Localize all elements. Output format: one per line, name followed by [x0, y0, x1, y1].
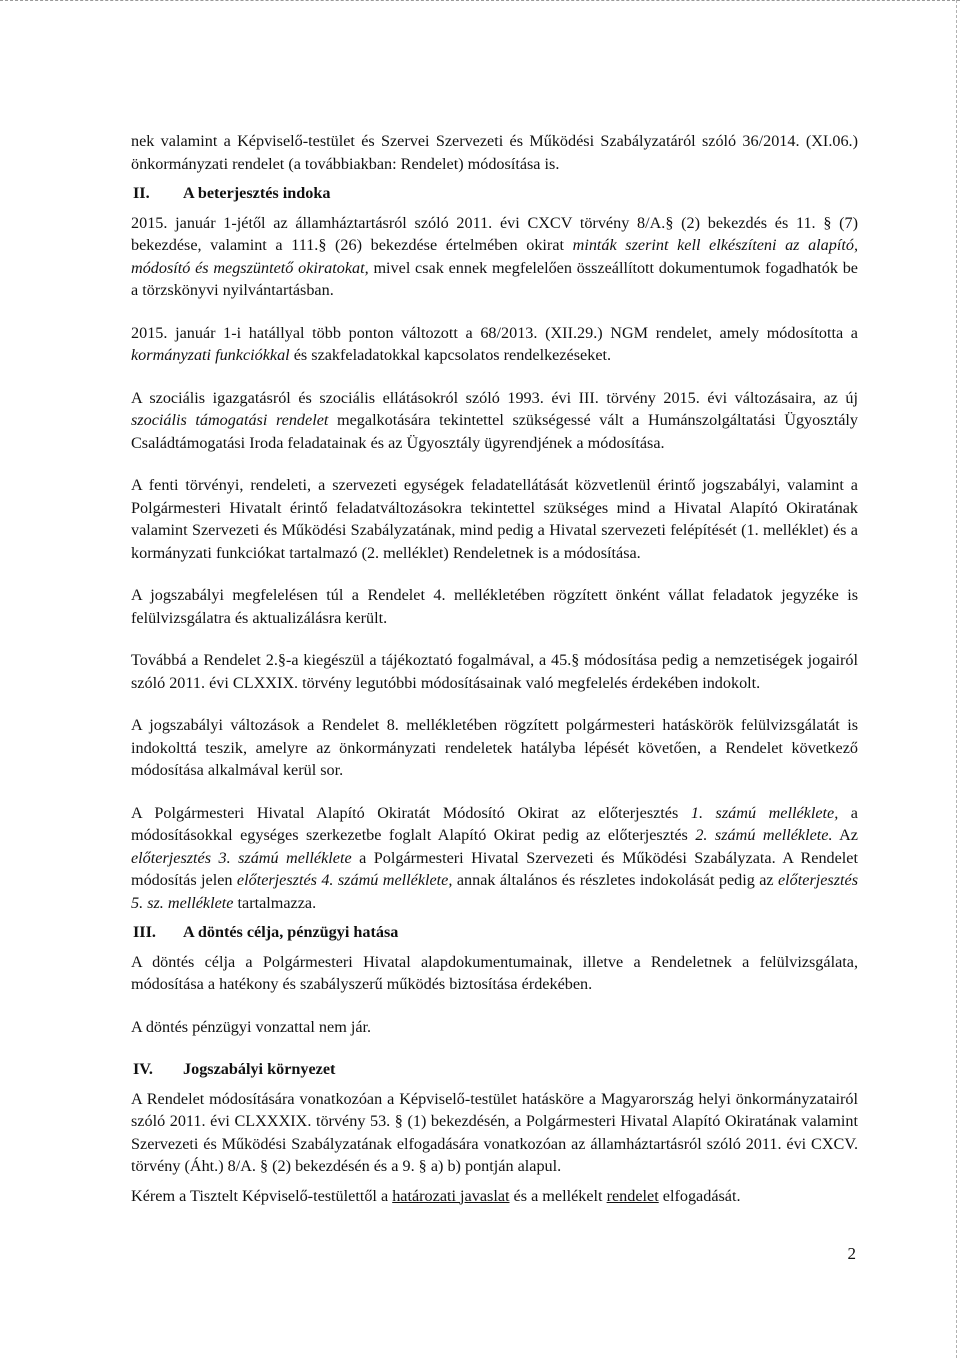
text-run: Az: [832, 826, 858, 844]
paragraph-penzugy: A döntés pénzügyi vonzattal nem jár.: [131, 1017, 372, 1036]
paragraph-kerem: [131, 1185, 858, 1208]
paragraph-alapito: [131, 802, 858, 915]
italic-run: minták szerint kell elkészíteni az alapító, módosító és megszüntető okiratokat,: [131, 236, 859, 277]
text-run: a Polgármesteri Hivatal Szervezeti és Működési Szabályzata. A Rendelet módosítás jelen: [131, 848, 858, 889]
paragraph-intro: nek valamint a Képviselő-testület és Szervei Szervezeti és Működési Szabályzatáról szóló 36/2014. (XI.06.) önkormányzati rendelet (a továbbiakban: Rendelet) módosítása is.: [131, 132, 858, 173]
italic-run: kormányzati funkciókkal: [131, 346, 290, 364]
section-heading-4: [131, 1058, 858, 1081]
section-number: II.: [133, 184, 150, 202]
paragraph-indoka: [131, 212, 858, 302]
paragraph-valtozasok: A jogszabályi változások a Rendelet 8. mellékletében rögzített polgármesteri hatáskörök felülvizsgálatát is indokolttá teszik, amelyre az önkormányzati rendeletek hatályba lépését követően, a Rendelet következő módosítása alkalmával kerül sor.: [131, 716, 858, 779]
italic-run: 2. számú melléklete.: [695, 826, 833, 844]
underlined-run: határozati javaslat: [392, 1186, 510, 1205]
page-number: 2: [847, 1244, 856, 1263]
text-run: elfogadását.: [658, 1186, 741, 1205]
paragraph-cel: A döntés célja a Polgármesteri Hivatal alapdokumentumainak, illetve a Rendeletnek a felülvizsgálata, módosítása a hatékony és szabályszerű működés biztosítása érdekében.: [131, 952, 858, 993]
text-run: A Polgármesteri Hivatal Alapító Okiratát Módosító Okirat az előterjesztés: [131, 803, 691, 822]
paragraph-fenti: A fenti törvényi, rendeleti, a szervezeti egységek feladatellátását közvetlenül érintő jogszabályi, valamint a Polgármesteri Hivatalt érintő feladatváltozásokra tekintettel szükséges mind a Hivatal Alapító Okiratának valamint Szervezeti és Működési Szabályzatának, mind pedig a Hivatal szervezeti felépítését (1. melléklet) és a kormányzati funkciókat tartalmazó (2. melléklet) Rendeletnek is a módosítása.: [131, 476, 858, 562]
italic-run: előterjesztés 4. számú melléklete,: [236, 871, 453, 889]
section-title: A döntés célja, pénzügyi hatása: [183, 923, 399, 941]
text-run: Kérem a Tisztelt Képviselő-testülettől a: [131, 1186, 393, 1205]
text-run: a módosításokkal egységes szerkezetbe foglalt Alapító Okirat pedig az előterjesztés: [131, 803, 858, 844]
paragraph-ngm: [131, 322, 858, 367]
text-run: és a mellékelt: [509, 1186, 607, 1205]
section-title: A beterjesztés indoka: [183, 184, 331, 202]
paragraph-tovabba: Továbbá a Rendelet 2.§-a kiegészül a tájékoztató fogalmával, a 45.§ módosítása pedig a nemzetiségek jogairól szóló 2011. évi CLXXIX. törvény legutóbbi módosításainak való megfelelés érdekében indokolt.: [131, 651, 858, 692]
section-number: III.: [133, 923, 156, 941]
section-title: Jogszabályi környezet: [183, 1060, 336, 1078]
text-run: és szakfeladatokkal kapcsolatos rendelkezéseket.: [289, 346, 612, 364]
scan-edge-right: [954, 0, 957, 1358]
paragraph-szocialis: [131, 387, 858, 455]
text-run: tartalmazza.: [233, 893, 317, 912]
italic-run: szociális támogatási rendelet: [131, 411, 329, 429]
underlined-run: rendelet: [606, 1186, 659, 1205]
text-run: annak általános és részletes indokolását pedig az: [452, 871, 778, 889]
italic-run: előterjesztés 3. számú melléklete: [131, 848, 352, 867]
text-run: A szociális igazgatásról és szociális ellátásokról szóló 1993. évi III. törvény 2015. évi változásaira, az új: [131, 388, 858, 407]
italic-run: előterjesztés 5. sz. melléklete: [131, 871, 859, 912]
text-run: 2015. január 1-jétől az államháztartásról szóló 2011. évi CXCV törvény 8/A.§ (2) bekezdés és 11. § (7) bekezdése, valamint a 111.§ (26) bekezdése értelmében okirat: [131, 213, 858, 254]
text-run: megalkotására tekintettel szükségessé vált a Humánszolgáltatási Ügyosztály Családtámogatási Iroda feladatainak és az Ügyosztály ügyrendjének a módosítása.: [131, 411, 858, 452]
scan-edge-top: [0, 0, 960, 3]
paragraph-jogszabalyi: A Rendelet módosítására vonatkozóan a Képviselő-testület hatásköre a Magyarország helyi önkormányzatairól szóló 2011. évi CLXXXIX. törvény 53. § (1) bekezdésén, a Polgármesteri Hivatal Alapító Okiratának valamint Szervezeti és Működési Szabályzatának elfogadására vonatkozóan az államháztartásról szóló 2011. évi CXCV. törvény (Áht.) 8/A. § (2) bekezdésén és a 9. § a) b) pontján alapul.: [131, 1089, 858, 1175]
section-heading-2: [131, 182, 858, 205]
document-body: [131, 130, 858, 1227]
text-run: 2015. január 1-i hatállyal több ponton változott a 68/2013. (XII.29.) NGM rendelet, amely módosította a: [131, 323, 858, 342]
italic-run: 1. számú melléklete,: [690, 803, 839, 822]
paragraph-onkent: A jogszabályi megfelelésen túl a Rendelet 4. mellékletében rögzített önként vállat feladatok jegyzéke is felülvizsgálatra és aktualizálásra került.: [131, 586, 858, 627]
section-heading-3: [131, 921, 858, 944]
text-run: mivel csak ennek megfelelően összeállított dokumentumok fogadhatók be a törzskönyvi nyilvántartásban.: [131, 258, 858, 299]
section-number: IV.: [133, 1060, 153, 1078]
